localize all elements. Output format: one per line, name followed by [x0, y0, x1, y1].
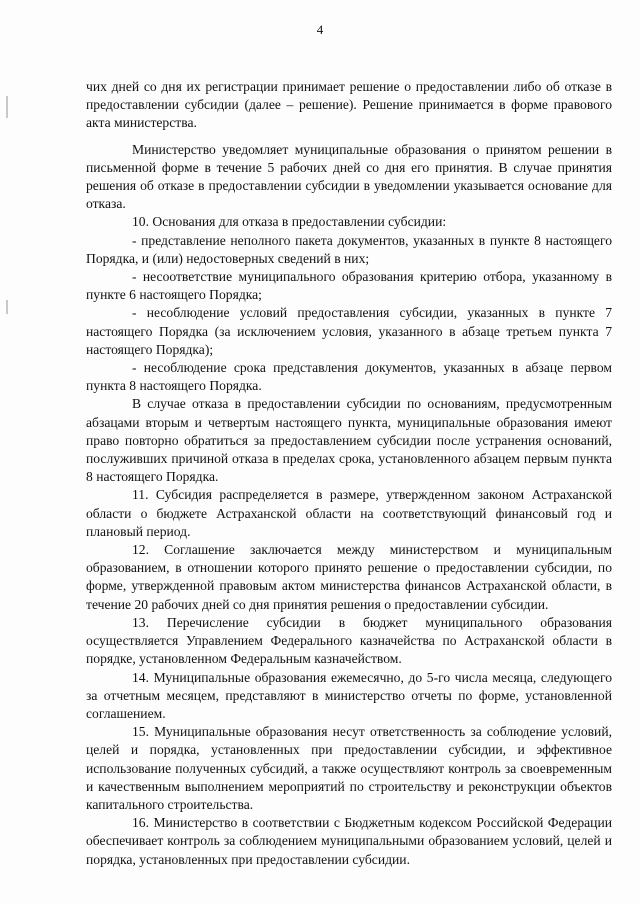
paragraph-item-15: 15. Муниципальные образования несут ответственность за соблюдение условий, целей и порядка, установленных при предоставлении субсидии, и эффективное использование полученных субсидий, а также осуществляют контроль за своевременным и качественным выполнением мероприятий по строительству и реконструкции объектов капитального строительства.	[86, 724, 612, 812]
paragraph-item-10-reason-3: - несоблюдение условий предоставления субсидии, указанных в пункте 7 настоящего Порядка (за исключением условия, указанного в абзаце третьем пункта 7 настоящего Порядка);	[86, 305, 612, 357]
paragraph-continuation: чих дней со дня их регистрации принимает решение о предоставлении либо об отказе в предоставлении субсидии (далее – решение). Решение принимается в форме правового акта министерства.	[86, 79, 612, 131]
document-body	[86, 78, 612, 869]
paragraph-item-10-repeat-request: В случае отказа в предоставлении субсидии по основаниям, предусмотренным абзацами вторым и четвертым настоящего пункта, муниципальные образования имеют право повторно обратиться за предоставлением субсидии после устранения оснований, послуживших причиной отказа в пределах срока, установленного абзацем первым пункта 8 настоящего Порядка.	[86, 396, 612, 485]
paragraph-item-10-reason-2: - несоответствие муниципального образования критерию отбора, указанному в пункте 6 настоящего Порядка;	[86, 269, 612, 303]
scan-mark	[6, 300, 8, 314]
paragraph-item-10-heading: 10. Основания для отказа в предоставлении субсидии:	[132, 214, 447, 230]
page-number: 4	[316, 22, 324, 37]
paragraph-item-13: 13. Перечисление субсидии в бюджет муниципального образования осуществляется Управлением Федерального казначейства по Астраханской области в порядке, установленном Федеральным казначейством.	[86, 614, 612, 667]
paragraph-item-16: 16. Министерство в соответствии с Бюджетным кодексом Российской Федерации обеспечивает контроль за соблюдением муниципальными образованием условий, целей и порядка, установленных при предоставлении субсидии.	[86, 815, 612, 867]
paragraph-item-12: 12. Соглашение заключается между министерством и муниципальным образованием, в отношении которого принято решение о предоставлении субсидии, по форме, утвержденной правовым актом министерства финансов Астраханской области, в течение 20 рабочих дней со дня принятия решения о предоставлении субсидии.	[86, 542, 612, 612]
paragraph-item-14: 14. Муниципальные образования ежемесячно, до 5-го числа месяца, следующего за отчетным месяцем, представляют в министерство отчеты по форме, установленной соглашением.	[86, 669, 612, 721]
paragraph-notification: Министерство уведомляет муниципальные образования о принятом решении в письменной форме в течение 5 рабочих дней со дня его принятия. В случае принятия решения об отказе в предоставлении субсидии в уведомлении указывается основание для отказа.	[86, 141, 612, 212]
scan-mark	[6, 96, 8, 118]
paragraph-item-10-reason-4: - несоблюдение срока представления документов, указанных в абзаце первом пункта 8 настоящего Порядка.	[86, 360, 612, 394]
paragraph-item-10-reason-1: - представление неполного пакета документов, указанных в пункте 8 настоящего Порядка, и (или) недостоверных сведений в них;	[86, 232, 612, 266]
paragraph-item-11: 11. Субсидия распределяется в размере, утвержденном законом Астраханской области о бюджете Астраханской области на соответствующий финансовый год и плановый период.	[86, 487, 612, 539]
